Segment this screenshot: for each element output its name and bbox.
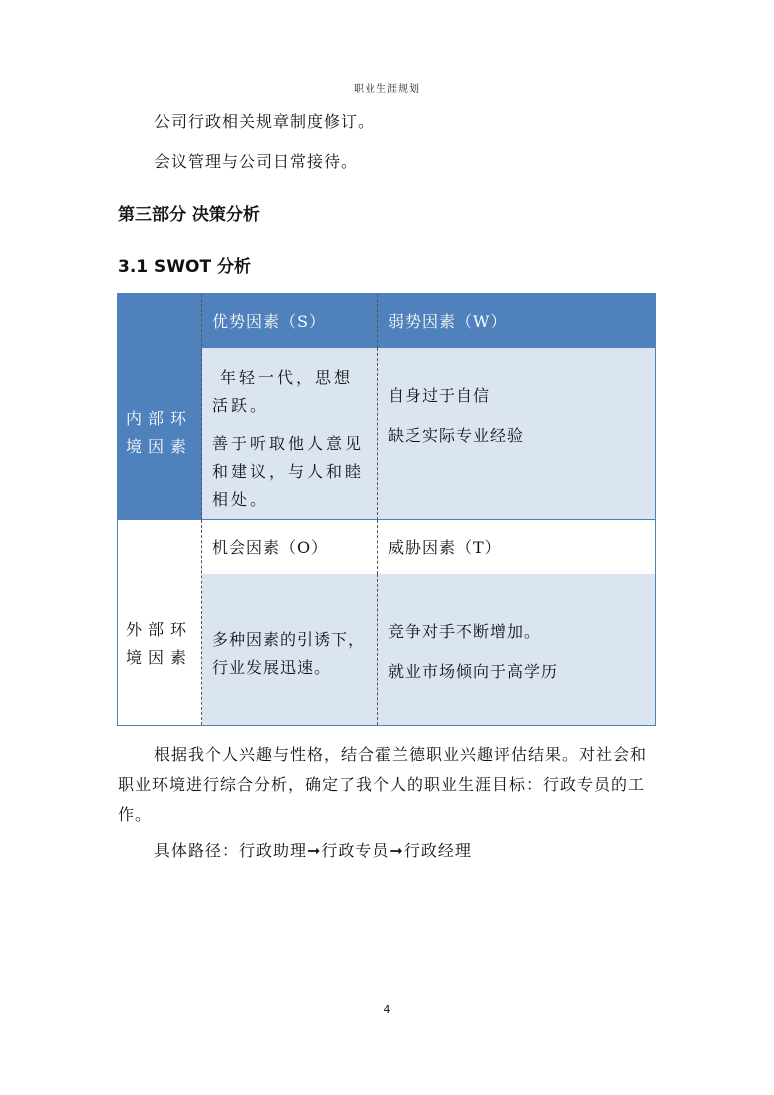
threats-cell bbox=[378, 574, 655, 725]
weakness-item-2: 缺乏实际专业经验 bbox=[388, 426, 525, 445]
internal-factors-label: 内部环境因素 bbox=[126, 409, 193, 456]
subsection-title: 3.1 SWOT 分析 bbox=[118, 257, 251, 277]
threat-item-2: 就业市场倾向于高学历 bbox=[388, 662, 559, 681]
intro-line-1: 公司行政相关规章制度修订。 bbox=[154, 112, 376, 131]
strengths-header: 优势因素（S） bbox=[202, 294, 378, 348]
external-factors-label: 外部环境因素 bbox=[126, 620, 193, 667]
strength-item-2: 善于听取他人意见和建议，与人和睦相处。 bbox=[212, 434, 365, 509]
threat-item-1: 竞争对手不断增加。 bbox=[388, 622, 542, 641]
weaknesses-cell bbox=[378, 348, 655, 520]
running-header: 职业生涯规划 bbox=[354, 84, 420, 95]
opportunities-cell bbox=[202, 574, 378, 725]
swot-table bbox=[117, 293, 656, 726]
weaknesses-header: 弱势因素（W） bbox=[378, 294, 655, 348]
internal-factors-cell bbox=[118, 294, 202, 520]
intro-line-2: 会议管理与公司日常接待。 bbox=[154, 152, 359, 171]
opportunities-header: 机会因素（O） bbox=[202, 520, 378, 574]
threats-header: 威胁因素（T） bbox=[378, 520, 655, 574]
external-factors-cell bbox=[118, 520, 202, 725]
weakness-item-1: 自身过于自信 bbox=[388, 386, 491, 405]
strength-item-1: 年轻一代，思想活跃。 bbox=[212, 368, 354, 415]
section-title: 第三部分 决策分析 bbox=[118, 205, 260, 225]
conclusion-paragraph: 根据我个人兴趣与性格，结合霍兰德职业兴趣评估结果。对社会和职业环境进行综合分析，确定了我个人的职业生涯目标：行政专员的工作。 bbox=[118, 745, 648, 824]
page-number: 4 bbox=[383, 1003, 391, 1016]
opportunity-item-1: 多种因素的引诱下，行业发展迅速。 bbox=[212, 630, 366, 677]
strengths-cell bbox=[202, 348, 378, 520]
career-path: 具体路径：行政助理➞行政专员➞行政经理 bbox=[154, 841, 472, 860]
